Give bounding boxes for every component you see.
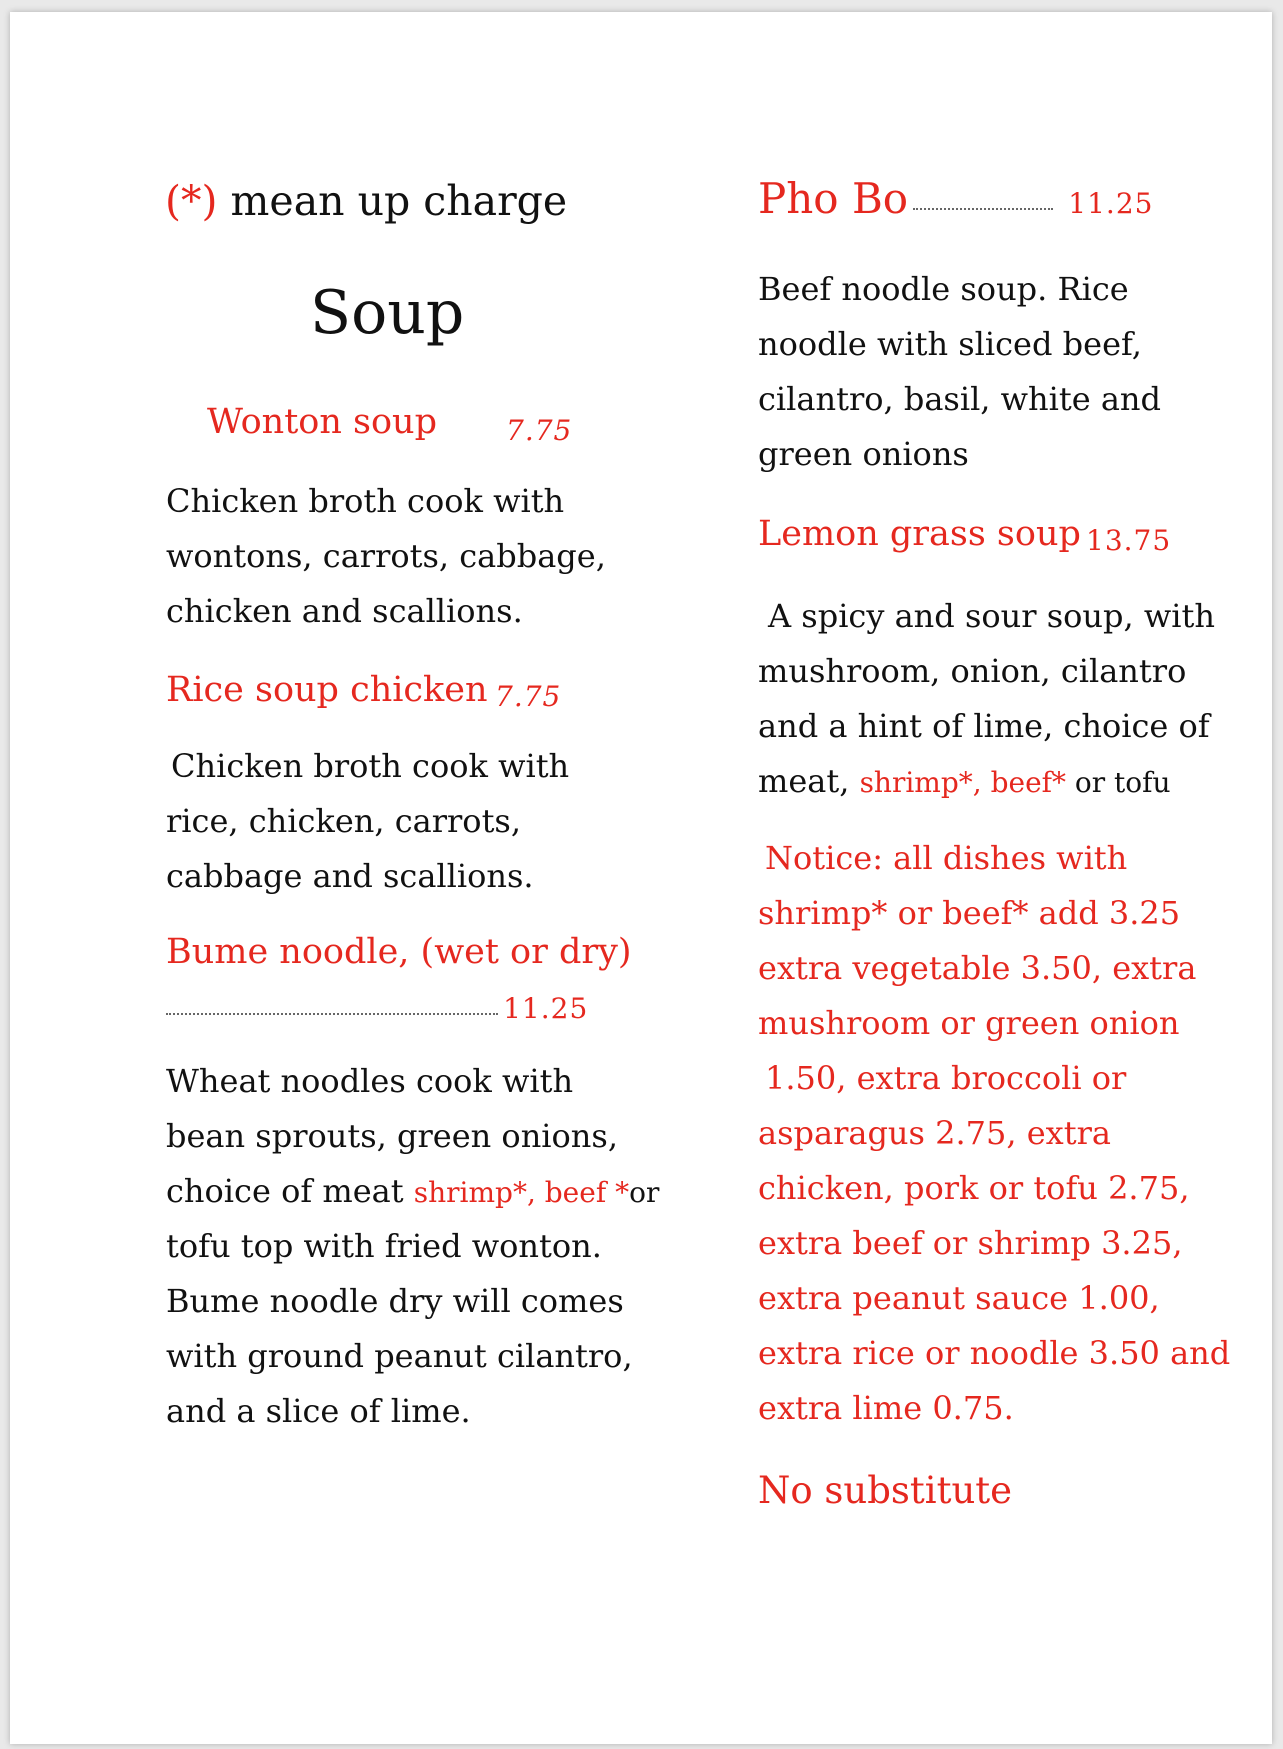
notice-line: shrimp* or beef* add 3.25 (758, 894, 1181, 932)
desc-line: A spicy and sour soup, with (768, 597, 1215, 635)
desc-line: cabbage and scallions. (166, 857, 534, 895)
desc-line: tofu top with fried wonton. (166, 1227, 602, 1265)
dish-name-lemon: Lemon grass soup (758, 514, 1081, 554)
desc-line: cilantro, basil, white and (758, 380, 1162, 418)
meat-suffix: or (629, 1176, 660, 1209)
section-title: Soup (310, 278, 465, 348)
desc-line: noodle with sliced beef, (758, 325, 1142, 363)
dish-price-bume: 11.25 (503, 992, 589, 1025)
desc-line: with ground peanut cilantro, (166, 1337, 633, 1375)
desc-line: bean sprouts, green onions, (166, 1117, 618, 1155)
dot-leader (913, 208, 1053, 210)
desc-line: rice, chicken, carrots, (166, 802, 522, 840)
desc-line: Chicken broth cook with (166, 482, 565, 520)
menu-page (10, 12, 1272, 1744)
desc-line: Wheat noodles cook with (166, 1062, 574, 1100)
meat-upcharge: shrimp*, beef* (859, 766, 1067, 799)
dish-name-pho: Pho Bo (758, 174, 909, 223)
dish-price-lemon: 13.75 (1086, 524, 1172, 557)
upcharge-mark: (*) (165, 177, 218, 225)
notice-line: extra lime 0.75. (758, 1389, 1014, 1427)
meat-prefix: meat, (758, 762, 860, 800)
upcharge-text: mean up charge (230, 177, 568, 225)
desc-line: Beef noodle soup. Rice (758, 270, 1129, 308)
desc-line: mushroom, onion, cilantro (758, 652, 1187, 690)
notice-line: asparagus 2.75, extra (758, 1114, 1111, 1152)
notice-line: mushroom or green onion (758, 1004, 1180, 1042)
upcharge-legend (165, 177, 567, 225)
desc-line-meat (758, 762, 1171, 800)
meat-upcharge: shrimp*, beef * (413, 1176, 630, 1209)
desc-line-meat (166, 1172, 659, 1210)
dish-price-wonton: 7.75 (506, 414, 573, 447)
dish-price-pho: 11.25 (1068, 187, 1154, 220)
desc-line: wontons, carrots, cabbage, (166, 537, 606, 575)
dish-name-wonton: Wonton soup (207, 402, 437, 442)
dish-name-rice-soup: Rice soup chicken (166, 670, 488, 710)
desc-line: Bume noodle dry will comes (166, 1282, 624, 1320)
notice-line: extra peanut sauce 1.00, (758, 1279, 1160, 1317)
notice-line: chicken, pork or tofu 2.75, (758, 1169, 1190, 1207)
dish-price-rice-soup: 7.75 (495, 680, 562, 713)
desc-line: chicken and scallions. (166, 592, 523, 630)
notice-line: extra beef or shrimp 3.25, (758, 1224, 1183, 1262)
notice-line: extra vegetable 3.50, extra (758, 949, 1197, 987)
notice-line: 1.50, extra broccoli or (765, 1059, 1127, 1097)
notice-line: extra rice or noodle 3.50 and (758, 1334, 1231, 1372)
notice-line: Notice: all dishes with (765, 839, 1128, 877)
desc-line: and a hint of lime, choice of (758, 707, 1210, 745)
dot-leader (166, 1013, 498, 1015)
meat-suffix: or tofu (1066, 766, 1171, 799)
desc-line: Chicken broth cook with (171, 747, 570, 785)
no-substitute-note: No substitute (758, 1469, 1013, 1512)
price-leader (166, 992, 588, 1025)
meat-prefix: choice of meat (166, 1172, 414, 1210)
dish-header-pho (758, 174, 1153, 223)
desc-line: and a slice of lime. (166, 1392, 471, 1430)
dish-name-bume: Bume noodle, (wet or dry) (166, 932, 632, 972)
desc-line: green onions (758, 435, 969, 473)
